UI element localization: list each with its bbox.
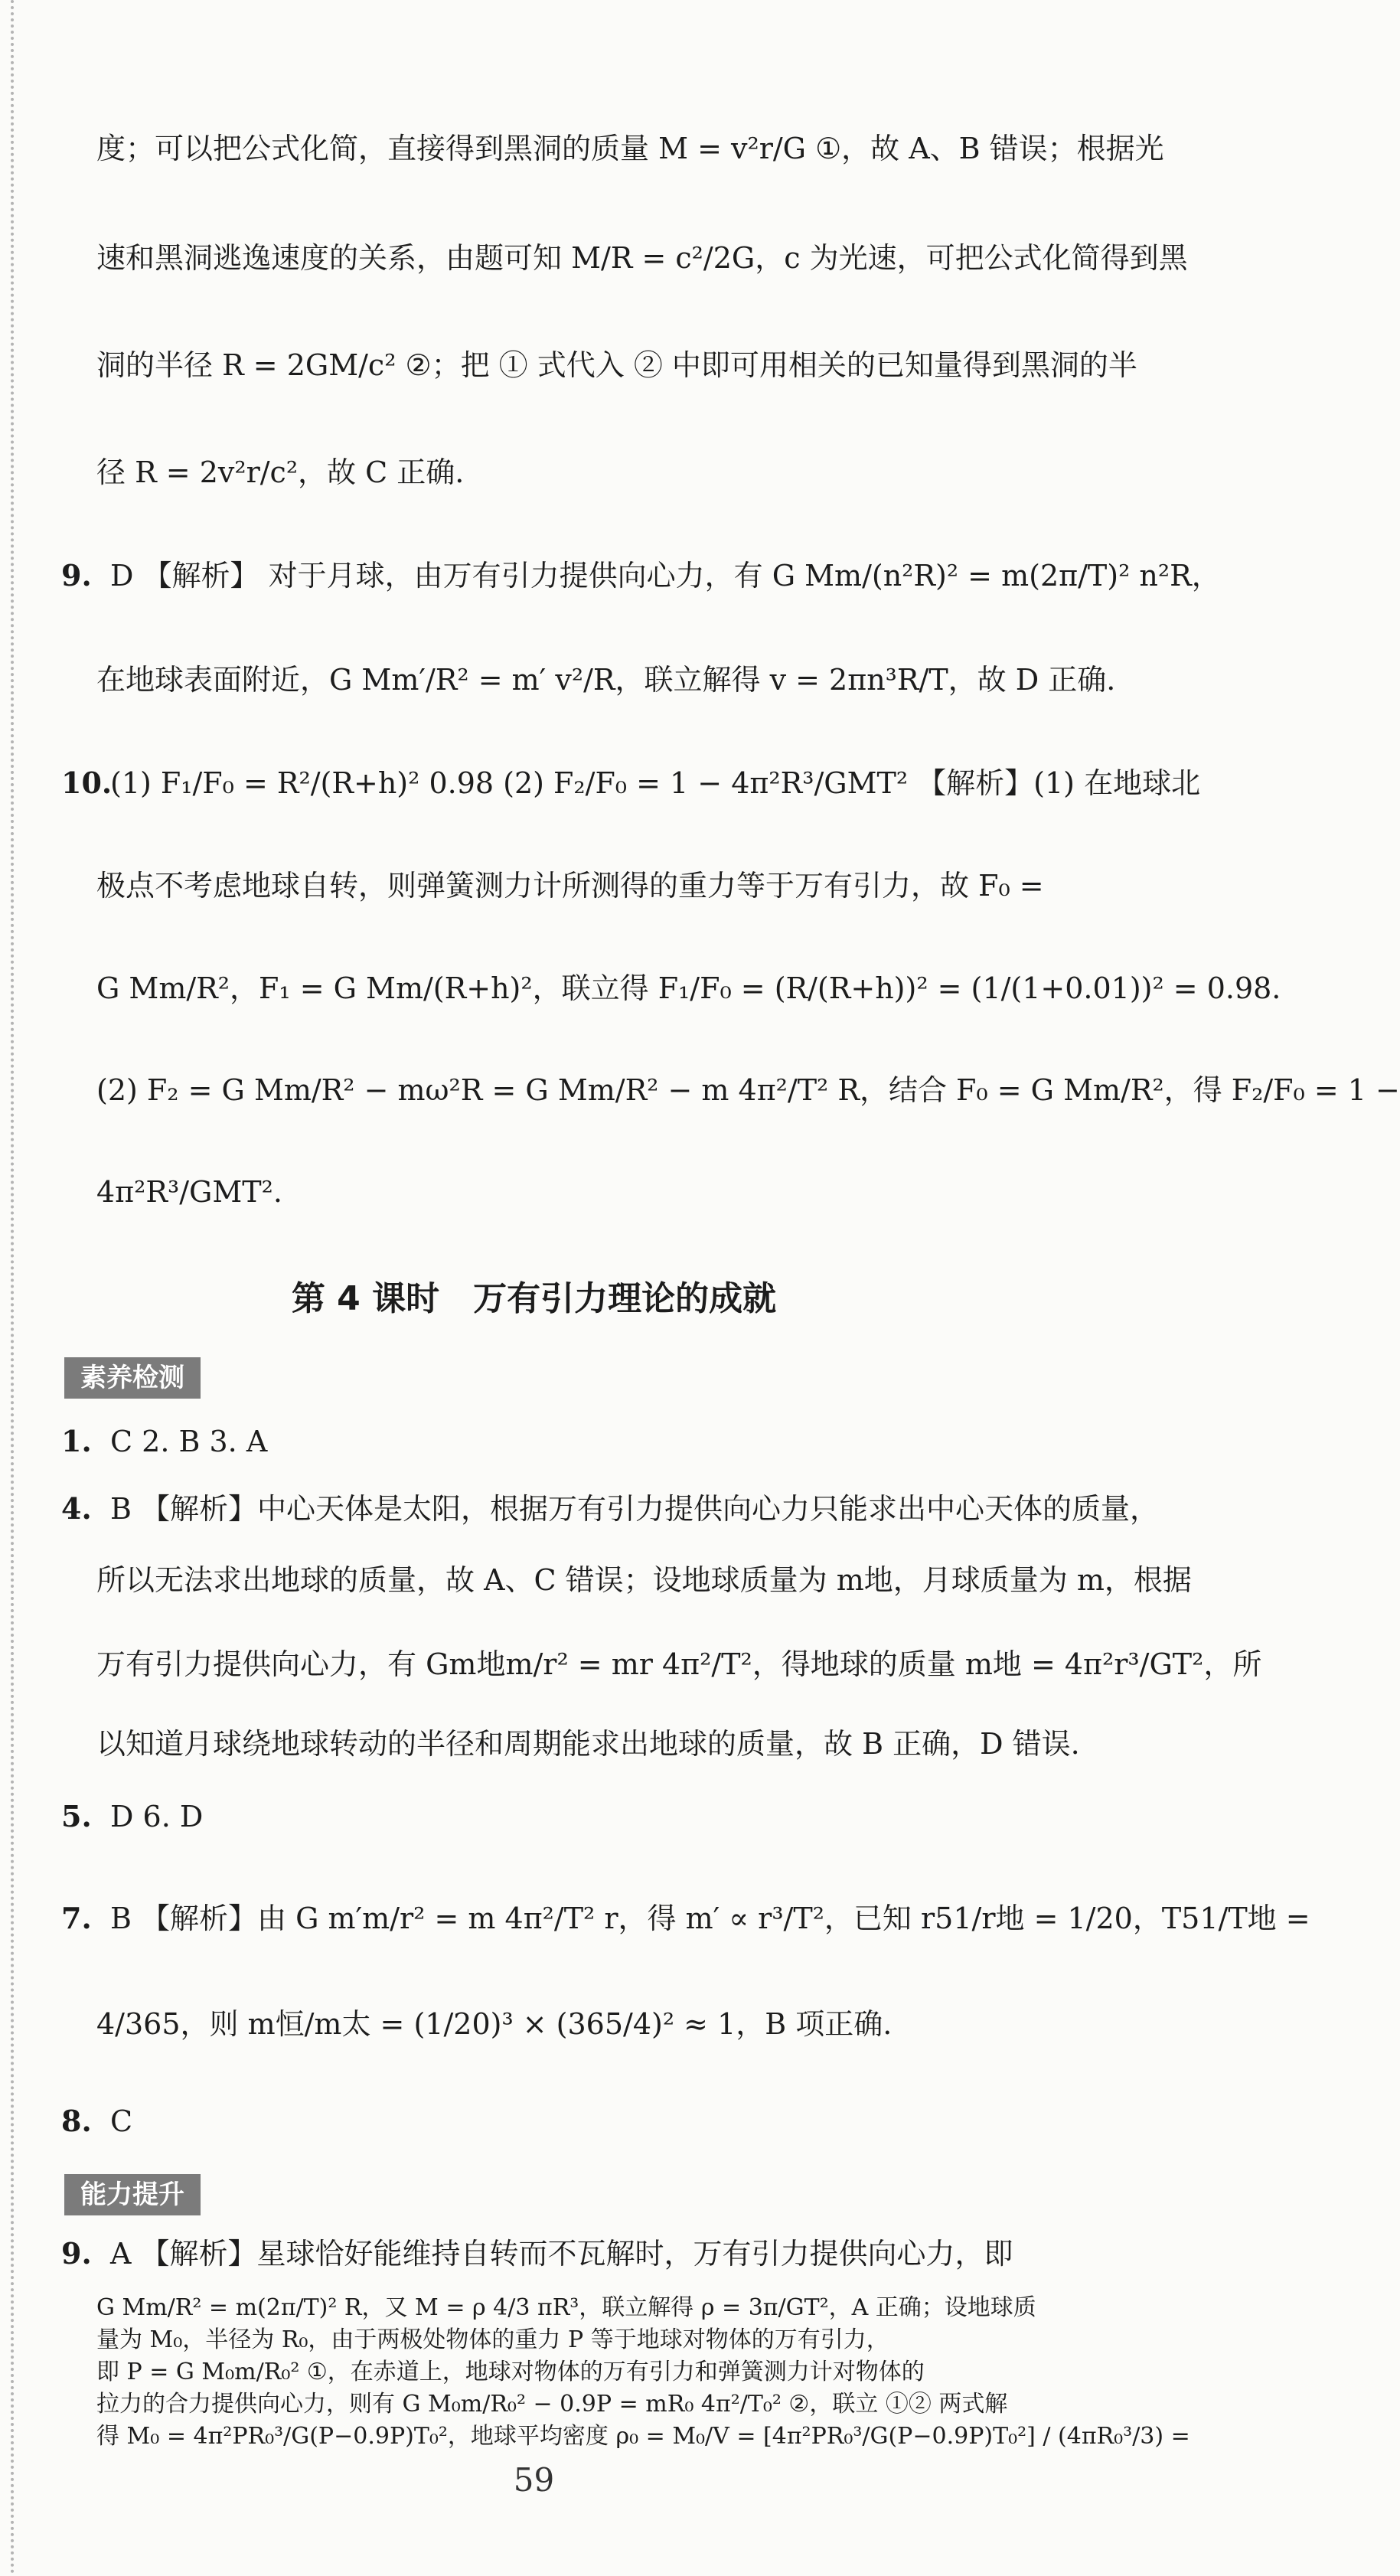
item-text: B 【解析】中心天体是太阳，根据万有引力提供向心力只能求出中心天体的质量， [110,1492,1160,1526]
text-line: 得 M₀ = 4π²PR₀³/G(P−0.9P)T₀²，地球平均密度 ρ₀ = M₀/V = [4π²PR₀³/G(P−0.9P)T₀²] / (4πR₀³/3) = [96,2423,1190,2450]
item-number: 1. [61,1424,92,1458]
answer-item-7 [61,1901,1310,1935]
section-title: 第 4 课时 万有引力理论的成就 [291,1279,777,1318]
text-line: 所以无法求出地球的质量，故 A、C 错误；设地球质量为 m地，月球质量为 m，根据 [96,1563,1192,1597]
text-line: 在地球表面附近，G Mm′/R² = m′ v²/R，联立解得 v = 2πn³R/T，故 D 正确. [96,663,1116,697]
answer-item-8 [61,2104,1068,2138]
item-number: 8. [61,2104,92,2138]
section-badge: 素养检测 [64,1357,201,1399]
item-number: 7. [61,1901,92,1935]
item-text: D 6. D [110,1800,204,1833]
text-line: 量为 M₀，半径为 R₀，由于两极处物体的重力 P 等于地球对物体的万有引力， [96,2326,889,2353]
answer-item-4 [61,1491,1160,1526]
item-text: D 【解析】 对于月球，由万有引力提供向心力，有 G Mm/(n²R)² = m(2π/T)² n²R， [110,559,1221,593]
text-line: 径 R = 2v²r/c²，故 C 正确. [96,455,465,489]
answer-item-9 [61,558,1221,593]
text-line: G Mm/R²，F₁ = G Mm/(R+h)²，联立得 F₁/F₀ = (R/(R+h))² = (1/(1+0.01))² = 0.98. [96,971,1281,1005]
item-number: 10. [61,766,113,800]
text-line: 速和黑洞逃逸速度的关系，由题可知 M/R = c²/2G，c 为光速，可把公式化简得到黑 [96,241,1188,275]
section-badge: 能力提升 [64,2174,201,2215]
text-line: 洞的半径 R = 2GM/c² ②；把 ① 式代入 ② 中即可用相关的已知量得到黑洞的半 [96,348,1137,382]
item-text: B 【解析】由 G m′m/r² = m 4π²/T² r，得 m′ ∝ r³/T²，已知 r51/r地 = 1/20，T51/T地 = [110,1902,1310,1935]
text-line: (2) F₂ = G Mm/R² − mω²R = G Mm/R² − m 4π²/T² R，结合 F₀ = G Mm/R²，得 F₂/F₀ = 1 − [96,1073,1400,1107]
item-number: 9. [61,558,92,593]
text-line: 以知道月球绕地球转动的半径和周期能求出地球的质量，故 B 正确，D 错误. [96,1727,1080,1761]
text-line: 万有引力提供向心力，有 Gm地m/r² = mr 4π²/T²，得地球的质量 m地 = 4π²r³/GT²，所 [96,1647,1262,1681]
text-line: 极点不考虑地球自转，则弹簧测力计所测得的重力等于万有引力，故 F₀ = [96,869,1044,903]
item-text: A 【解析】星球恰好能维持自转而不瓦解时，万有引力提供向心力，即 [110,2237,1013,2271]
item-number: 5. [61,1799,92,1833]
item-text: C 2. B 3. A [110,1425,268,1458]
answer-item-9b [61,2236,1068,2271]
text-line: 拉力的合力提供向心力，则有 G M₀m/R₀² − 0.9P = mR₀ 4π²/T₀² ②，联立 ①② 两式解 [96,2391,1008,2418]
text-line: 即 P = G M₀m/R₀² ①，在赤道上，地球对物体的万有引力和弹簧测力计对物体的 [96,2359,925,2385]
text-line: G Mm/R² = m(2π/T)² R，又 M = ρ 4/3 πR³，联立解得 ρ = 3π/GT²，A 正确；设地球质 [96,2294,1036,2321]
text-line: 度；可以把公式化简，直接得到黑洞的质量 M = v²r/G ①，故 A、B 错误；根据光 [96,132,1164,165]
item-text: (1) F₁/F₀ = R²/(R+h)² 0.98 (2) F₂/F₀ = 1 − 4π²R³/GMT² 【解析】(1) 在地球北 [110,766,1201,800]
text-line: 4/365，则 m恒/m太 = (1/20)³ × (365/4)² ≈ 1，B 项正确. [96,2007,893,2041]
answer-item-10 [61,766,1201,800]
text-line: 4π²R³/GMT². [96,1175,282,1209]
answer-item-5 [61,1799,1068,1833]
page-number: 59 [513,2461,555,2499]
item-number: 4. [61,1491,92,1526]
item-number: 9. [61,2236,92,2271]
item-text: C [110,2104,133,2138]
answer-item-1 [61,1424,1068,1458]
